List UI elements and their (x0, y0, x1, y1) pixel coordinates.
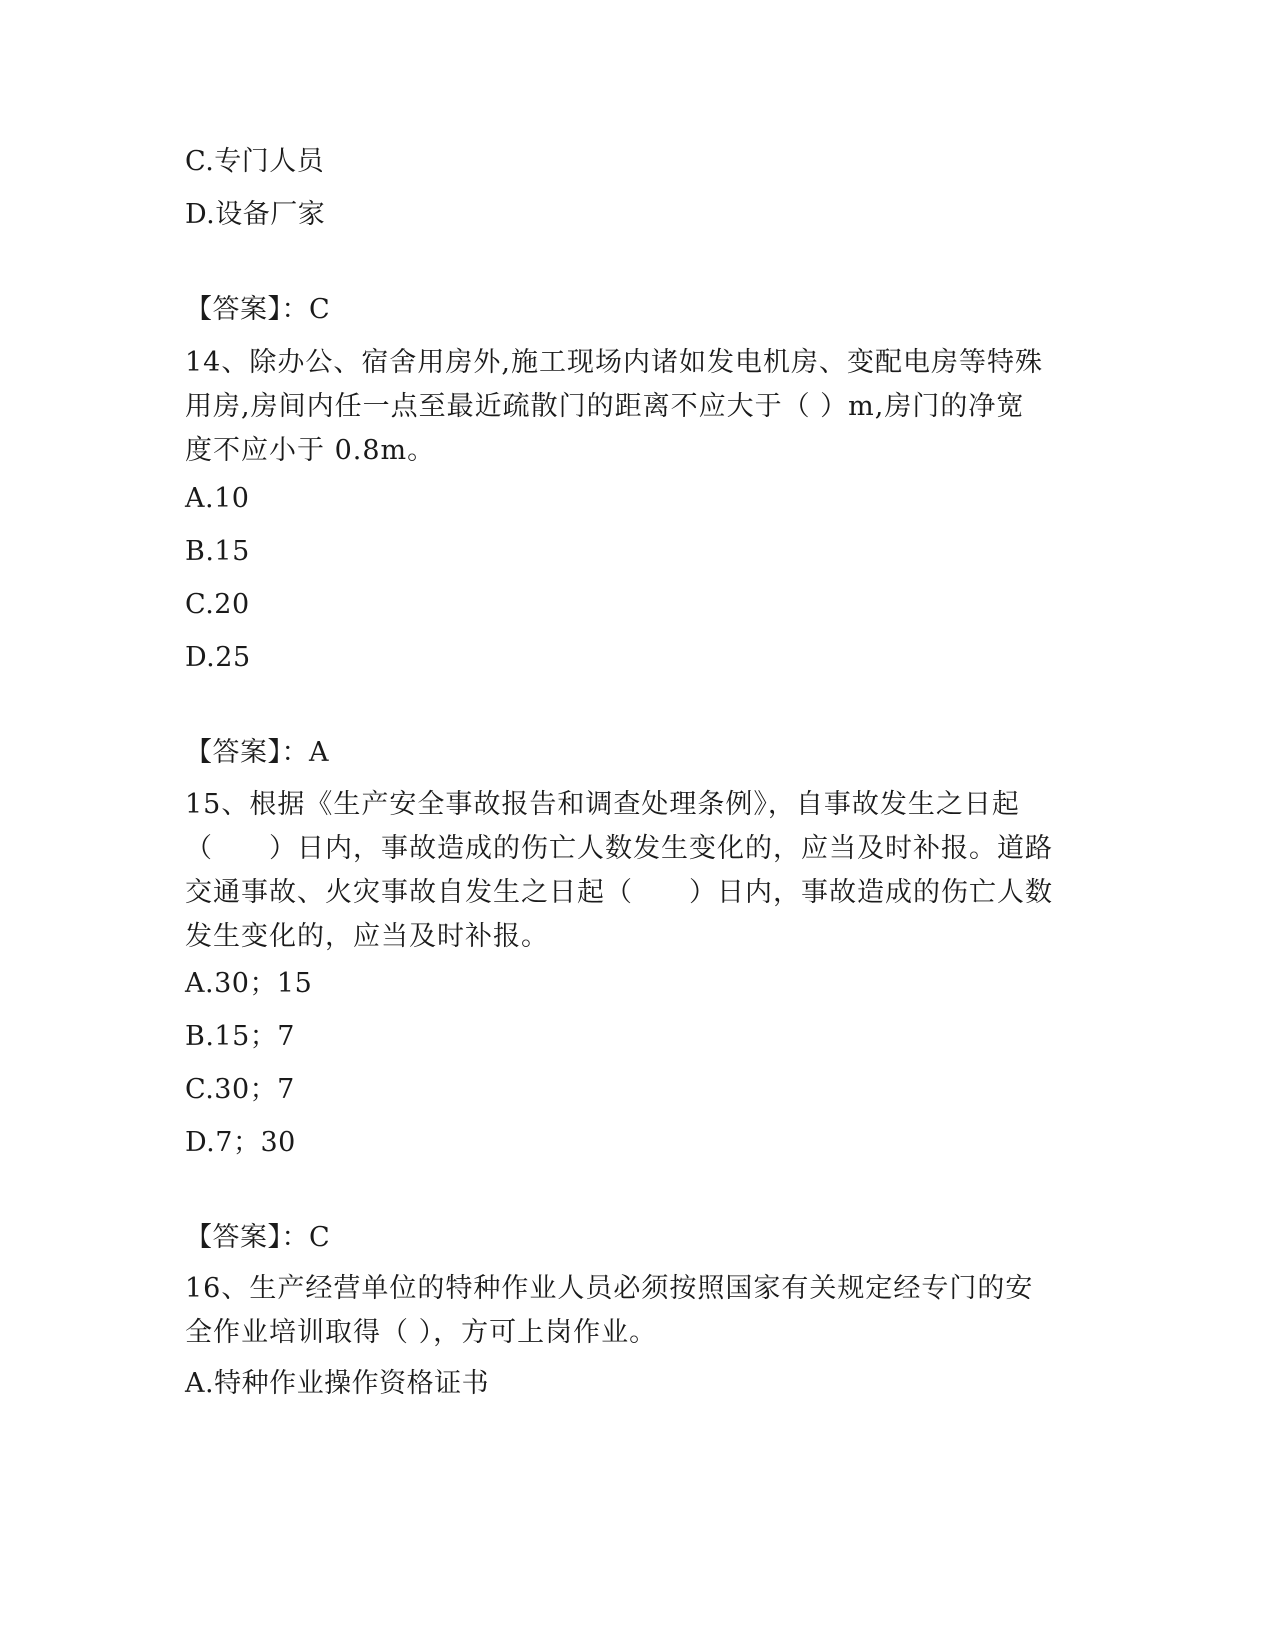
question-15-text (185, 783, 1075, 959)
option-b: B.15；7 (185, 1021, 295, 1052)
option-d: D.7；30 (185, 1127, 296, 1158)
option-c: C.20 (185, 589, 250, 620)
question-line: 交通事故、火灾事故自发生之日起（ ）日内，事故造成的伤亡人数 (185, 877, 1053, 908)
question-line: 发生变化的，应当及时补报。 (185, 921, 549, 952)
option-d: D.设备厂家 (185, 199, 326, 230)
question-line: （ ）日内，事故造成的伤亡人数发生变化的，应当及时补报。道路 (185, 833, 1053, 864)
question-16-text (185, 1267, 1075, 1355)
question-line: 16、生产经营单位的特种作业人员必须按照国家有关规定经专门的安 (185, 1273, 1034, 1304)
option-a: A.特种作业操作资格证书 (185, 1368, 490, 1399)
question-14-text (185, 341, 1075, 473)
answer-label: 【答案】：C (185, 294, 331, 325)
option-c: C.30；7 (185, 1074, 295, 1105)
option-a: A.30；15 (185, 968, 313, 999)
option-b: B.15 (185, 536, 250, 567)
question-line: 全作业培训取得（ ），方可上岗作业。 (185, 1317, 658, 1348)
answer-label: 【答案】：A (185, 737, 329, 768)
option-d: D.25 (185, 642, 251, 673)
question-line: 用房,房间内任一点至最近疏散门的距离不应大于（ ）m,房门的净宽 (185, 391, 1025, 422)
question-line: 14、除办公、宿舍用房外,施工现场内诸如发电机房、变配电房等特殊 (185, 347, 1043, 378)
option-a: A.10 (185, 483, 250, 514)
question-line: 度不应小于 0.8m。 (185, 435, 436, 466)
option-c: C.专门人员 (185, 146, 325, 177)
question-line: 15、根据《生产安全事故报告和调查处理条例》，自事故发生之日起 (185, 789, 1020, 820)
answer-label: 【答案】：C (185, 1222, 331, 1253)
